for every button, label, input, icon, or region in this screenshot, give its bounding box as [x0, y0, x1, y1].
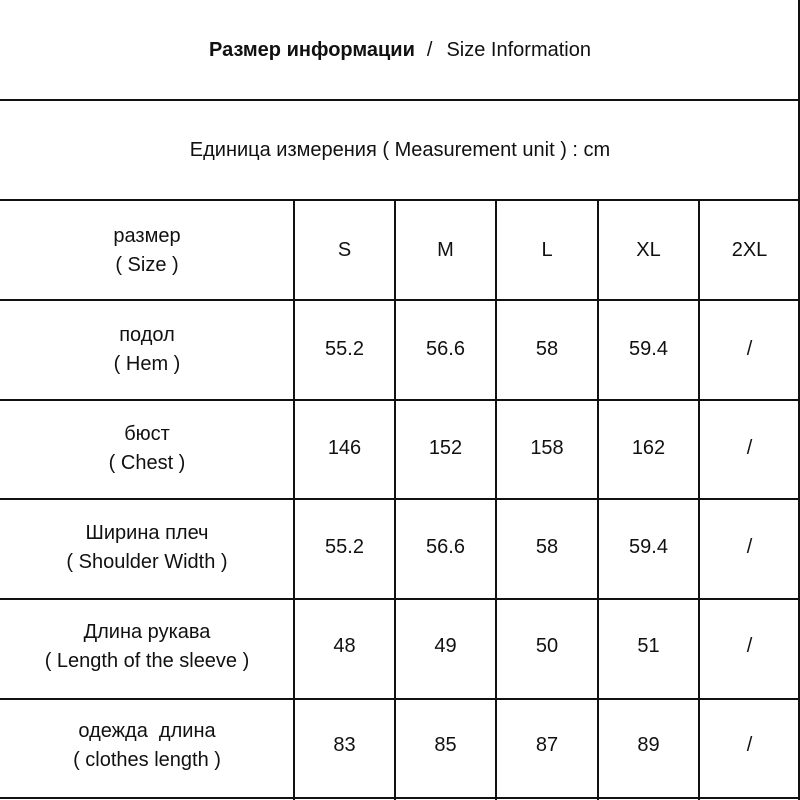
row-label-en: ( Shoulder Width )	[66, 550, 228, 573]
table-row	[0, 399, 800, 498]
row-label-ru: Длина рукава	[83, 620, 211, 643]
table-row	[0, 597, 800, 696]
row-label-en: ( Chest )	[108, 451, 186, 474]
value-cell: /	[746, 635, 753, 657]
table-row	[0, 300, 800, 399]
value-cell: /	[746, 437, 753, 459]
row-label-ru: одежда длина	[78, 719, 216, 742]
size-header-cell: M	[437, 239, 454, 261]
value-cell: 158	[530, 437, 564, 459]
table-row	[0, 696, 800, 795]
divider	[394, 200, 396, 800]
measurement-unit	[0, 101, 800, 200]
value-cell: 56.6	[426, 338, 465, 360]
value-cell: 55.2	[325, 338, 364, 360]
value-cell: 162	[631, 437, 666, 459]
size-header-cell: 2XL	[731, 239, 768, 261]
title-russian: Размер информации	[209, 38, 415, 61]
divider	[293, 200, 295, 800]
value-cell: /	[746, 338, 753, 360]
divider	[0, 199, 800, 201]
value-cell: 59.4	[629, 338, 668, 360]
divider	[0, 299, 800, 301]
size-header-cell: XL	[636, 239, 661, 261]
page-title	[0, 0, 800, 100]
header-label-en: ( Size )	[115, 253, 179, 276]
value-cell: 51	[637, 635, 660, 657]
header-label-cell	[0, 201, 294, 300]
row-label-cell	[0, 597, 294, 696]
value-cell: 49	[434, 635, 457, 657]
row-label-en: ( Length of the sleeve )	[44, 649, 250, 672]
row-label-ru: Ширина плеч	[85, 521, 209, 544]
row-label-ru: бюст	[124, 422, 170, 445]
row-label-en: ( clothes length )	[73, 748, 221, 771]
value-cell: 48	[333, 635, 356, 657]
size-header-cell: L	[541, 239, 553, 261]
divider	[0, 498, 800, 500]
title-english: Size Information	[446, 38, 591, 61]
header-label-ru: размер	[113, 224, 181, 247]
value-cell: /	[746, 536, 753, 558]
value-cell: 85	[434, 734, 457, 756]
value-cell: 152	[428, 437, 463, 459]
value-cell: 89	[637, 734, 660, 756]
divider	[0, 99, 800, 101]
row-label-cell	[0, 300, 294, 399]
divider	[0, 698, 800, 700]
row-label-ru: подол	[119, 323, 175, 346]
measurement-unit-label: Единица измерения ( Measurement unit ) : cm	[189, 139, 611, 161]
divider	[597, 200, 599, 800]
divider	[0, 399, 800, 401]
value-cell: 50	[535, 635, 559, 657]
row-label-cell	[0, 498, 294, 597]
divider	[0, 797, 800, 799]
value-cell: 87	[535, 734, 559, 756]
divider	[0, 598, 800, 600]
size-header-cell: S	[337, 239, 352, 261]
title-separator: /	[426, 38, 433, 61]
value-cell: 58	[535, 536, 559, 558]
row-label-en: ( Hem )	[113, 352, 181, 375]
table-row	[0, 498, 800, 597]
value-cell: 83	[333, 734, 356, 756]
value-cell: 146	[327, 437, 362, 459]
value-cell: 56.6	[426, 536, 465, 558]
divider	[495, 200, 497, 800]
divider	[698, 200, 700, 800]
value-cell: 59.4	[629, 536, 668, 558]
value-cell: 58	[535, 338, 559, 360]
row-label-cell	[0, 696, 294, 795]
value-cell: /	[746, 734, 753, 756]
row-label-cell	[0, 399, 294, 498]
value-cell: 55.2	[325, 536, 364, 558]
table-header-row	[0, 201, 800, 300]
